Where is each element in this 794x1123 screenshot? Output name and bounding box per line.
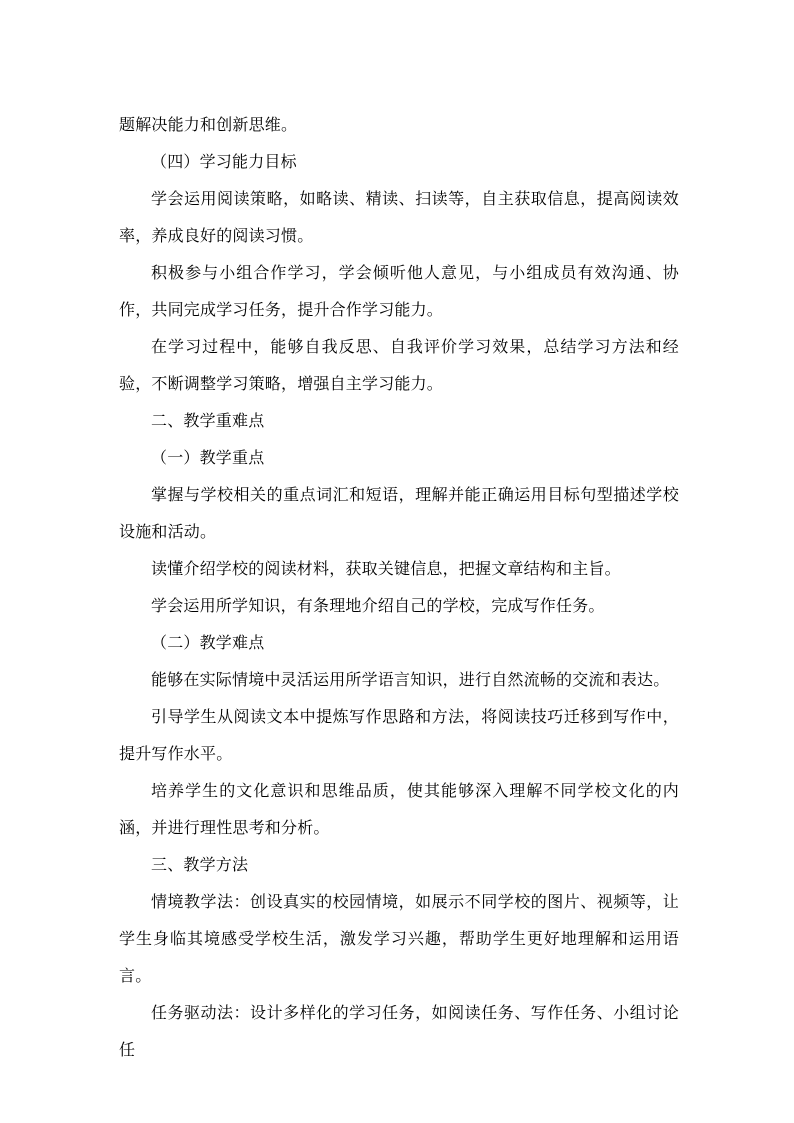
paragraph-writing-task: 学会运用所学知识，有条理地介绍自己的学校，完成写作任务。 [151,596,605,615]
paragraph-situational-teaching: 情境教学法：创设真实的校园情境，如展示不同学校的图片、视频等，让学生身临其境感受学校生活，激发学习兴趣，帮助学生更好地理解和运用语言。 [119,892,679,985]
paragraph-cultural-awareness: 培养学生的文化意识和思维品质，使其能够深入理解不同学校文化的内涵，并进行理性思考和分析。 [119,781,679,837]
section-heading-learning-ability-goals: （四）学习能力目标 [151,152,297,171]
section-heading-key-points: （一）教学重点 [151,448,265,467]
paragraph-vocabulary-mastery: 掌握与学校相关的重点词汇和短语，理解并能正确运用目标句型描述学校设施和活动。 [119,485,679,541]
section-heading-teaching-methods: 三、教学方法 [151,855,249,874]
section-heading-key-difficult-points: 二、教学重难点 [151,411,265,430]
paragraph-reading-strategies: 学会运用阅读策略，如略读、精读、扫读等，自主获取信息，提高阅读效率，养成良好的阅读习惯。 [119,189,679,245]
section-heading-difficult-points: （二）教学难点 [151,633,265,652]
paragraph-reading-comprehension: 读懂介绍学校的阅读材料，获取关键信息，把握文章结构和主旨。 [151,559,621,578]
paragraph-task-driven: 任务驱动法：设计多样化的学习任务，如阅读任务、写作任务、小组讨论任 [119,1003,679,1059]
paragraph-writing-transfer: 引导学生从阅读文本中提炼写作思路和方法，将阅读技巧迁移到写作中，提升写作水平。 [119,707,679,763]
document-body [119,106,679,1068]
paragraph-cooperative-learning: 积极参与小组合作学习，学会倾听他人意见，与小组成员有效沟通、协作，共同完成学习任务，提升合作学习能力。 [119,263,679,319]
paragraph-flexible-usage: 能够在实际情境中灵活运用所学语言知识，进行自然流畅的交流和表达。 [151,670,670,689]
paragraph-continuation: 题解决能力和创新思维。 [119,115,298,134]
paragraph-self-reflection: 在学习过程中，能够自我反思、自我评价学习效果，总结学习方法和经验，不断调整学习策略，增强自主学习能力。 [119,337,679,393]
